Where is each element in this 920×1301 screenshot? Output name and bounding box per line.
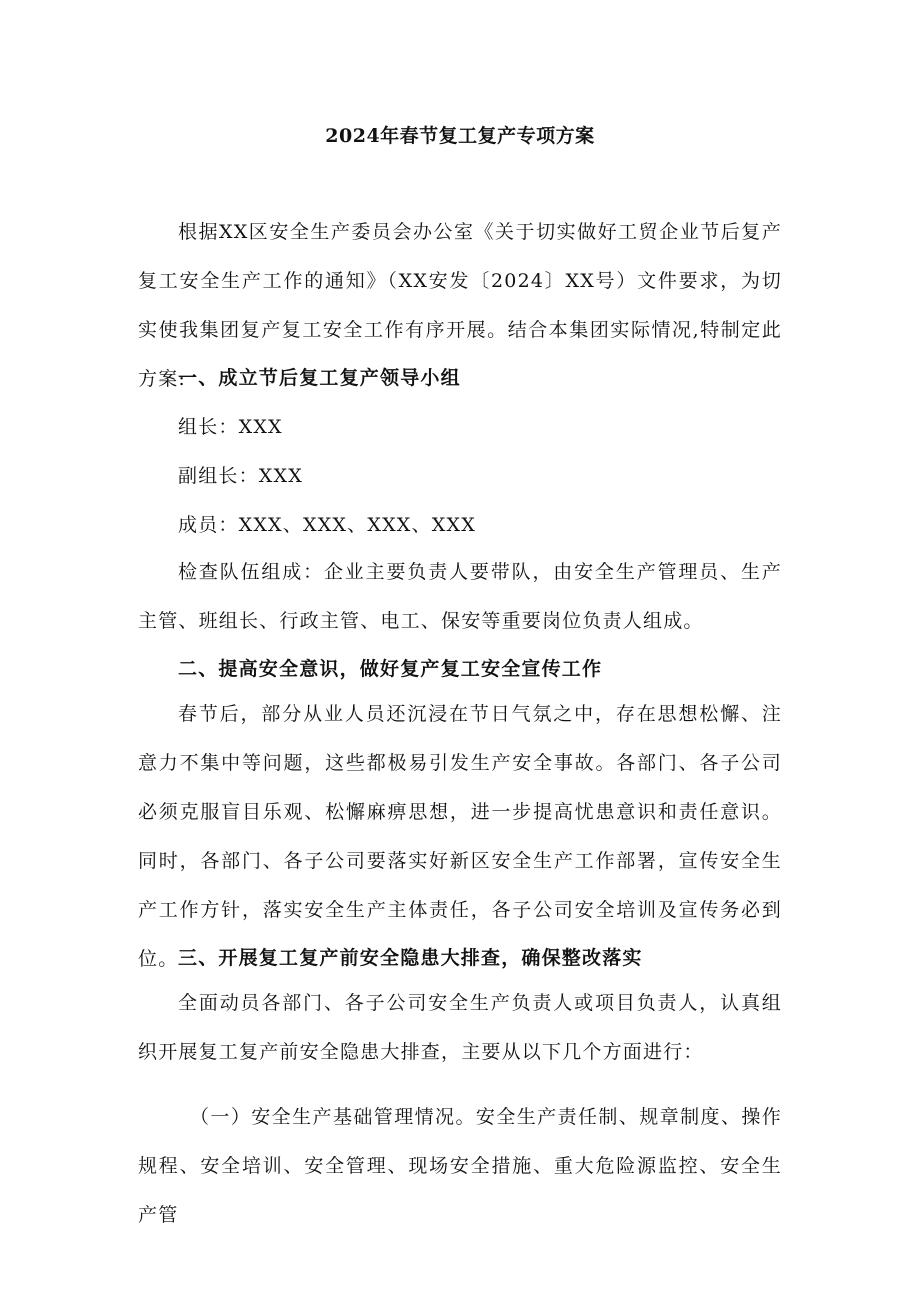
heading-3-text: 三、开展复工复产前安全隐患大排查，确保整改落实 <box>178 947 643 969</box>
members-text: 成员：XXX、XXX、XXX、XXX <box>178 514 476 536</box>
line-leader <box>138 403 782 452</box>
leader-text: 组长：XXX <box>178 416 283 438</box>
heading-hazard-inspection <box>138 934 782 983</box>
paragraph-intro-text: 根据XX区安全生产委员会办公室《关于切实做好工贸企业节后复产复工安全生产工作的通知》（XX安发〔2024〕XX号）文件要求，为切实使我集团复产复工安全工作有序开展。结合本集团实际情况,特制定此方案: <box>138 221 782 390</box>
paragraph-inspection-team <box>138 548 782 646</box>
paragraph-inspection <box>138 979 782 1077</box>
heading-1-text: 一、成立节后复工复产领导小组 <box>178 367 461 389</box>
item-1-text: （一）安全生产基础管理情况。安全生产责任制、规章制度、操作规程、安全培训、安全管理、现场安全措施、重大危险源监控、安全生产管 <box>138 1106 782 1226</box>
paragraph-item-1 <box>138 1093 782 1240</box>
awareness-text: 春节后，部分从业人员还沉浸在节日气氛之中，存在思想松懈、注意力不集中等问题，这些都极易引发生产安全事故。各部门、各子公司必须克服盲目乐观、松懈麻痹思想，进一步提高忧患意识和责任意识。同时，各部门、各子公司要落实好新区安全生产工作部署，宣传安全生产工作方针，落实安全生产主体责任，各子公司安全培训及宣传务必到位。 <box>138 703 782 970</box>
line-deputy-leader <box>138 452 782 501</box>
deputy-text: 副组长：XXX <box>178 465 303 487</box>
heading-leadership-group <box>138 354 782 403</box>
heading-safety-awareness <box>138 645 782 694</box>
line-members <box>138 501 782 550</box>
heading-2-text: 二、提高安全意识，做好复产复工安全宣传工作 <box>178 658 603 680</box>
inspection-text: 全面动员各部门、各子公司安全生产负责人或项目负责人，认真组织开展复工复产前安全隐患大排查，主要从以下几个方面进行： <box>138 992 782 1063</box>
team-text: 检查队伍组成：企业主要负责人要带队，由安全生产管理员、生产主管、班组长、行政主管、电工、保安等重要岗位负责人组成。 <box>138 561 782 632</box>
document-title: 2024年春节复工复产专项方案 <box>325 125 595 147</box>
